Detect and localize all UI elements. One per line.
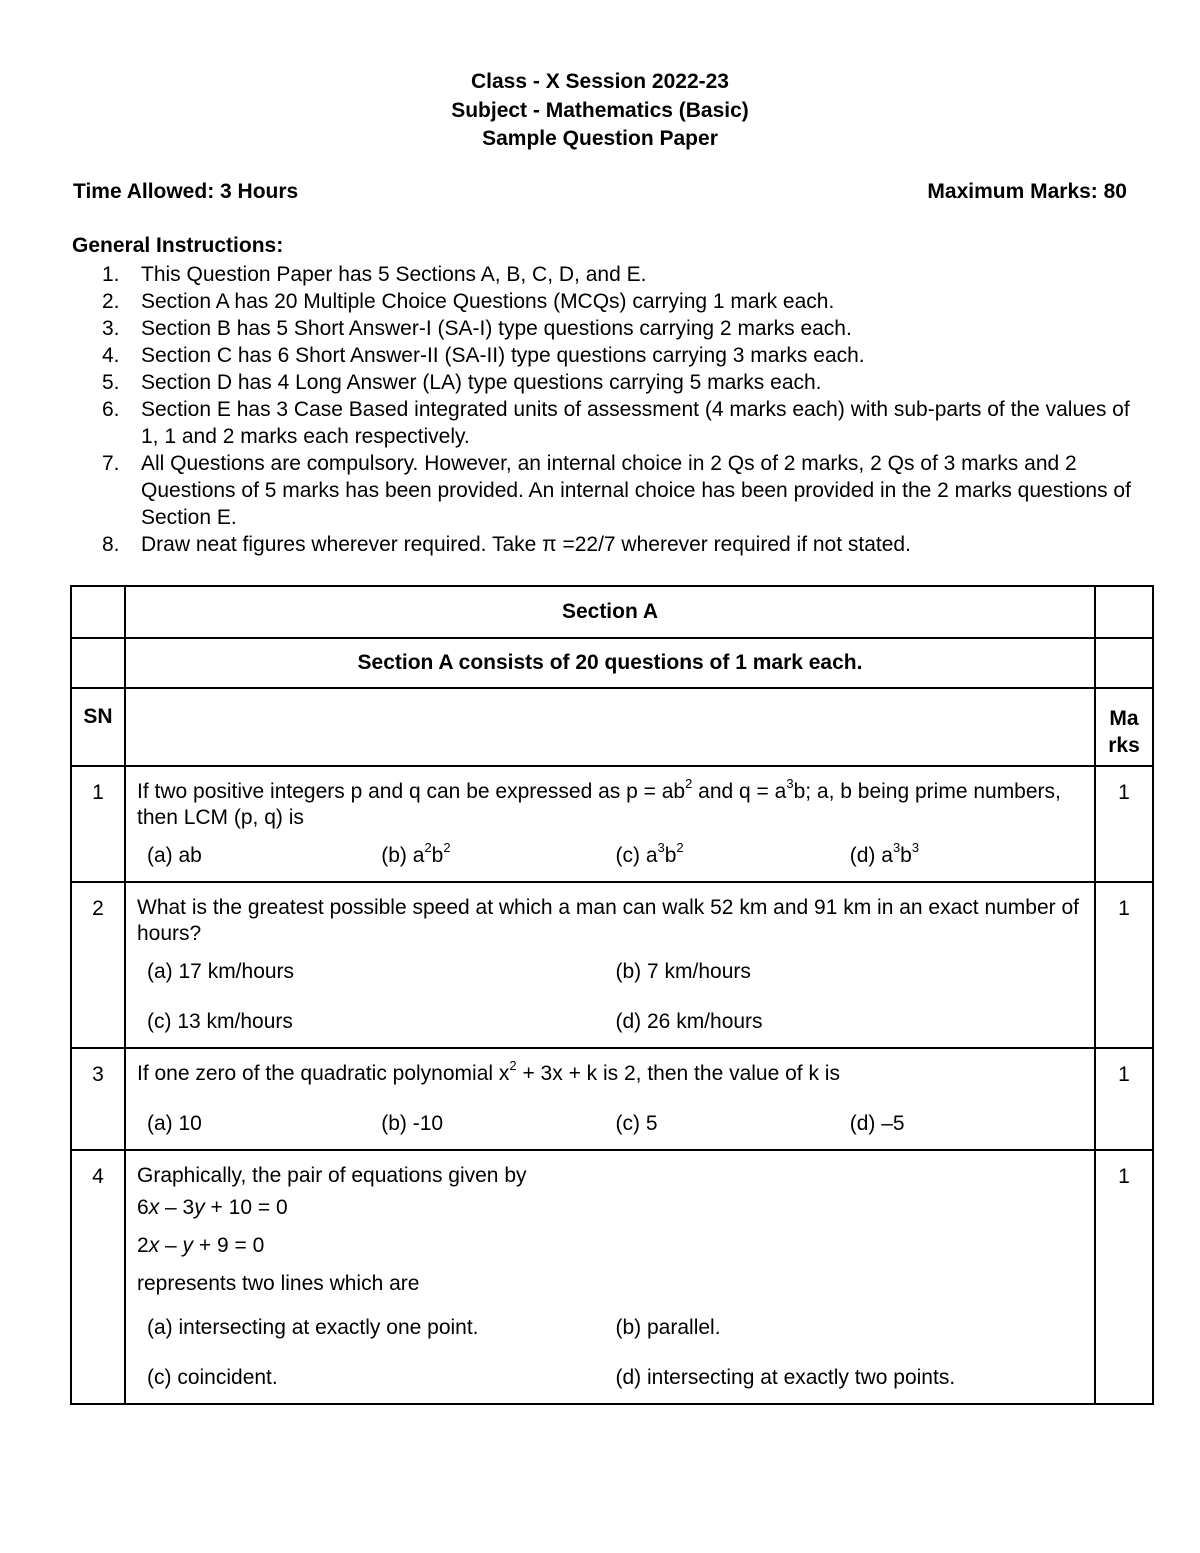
column-header-row: [71, 688, 1153, 766]
instruction-text: Section D has 4 Long Answer (LA) type questions carrying 5 marks each.: [141, 371, 822, 394]
header-class-session: Class - X Session 2022-23: [471, 70, 729, 93]
superscript: 3: [657, 840, 665, 855]
instruction-number: 6.: [102, 398, 120, 421]
option-b: (b) 7 km/hours: [615, 960, 751, 983]
equation-variable: y: [182, 1234, 194, 1257]
empty-cell: [71, 638, 125, 688]
section-a-table: [70, 585, 1154, 1405]
instruction-item: [102, 315, 1132, 342]
question-number: 3: [71, 1048, 125, 1150]
question-text-part: and q = a: [692, 780, 787, 803]
instruction-number: 2.: [102, 290, 120, 313]
option-a: (a) ab: [147, 844, 202, 867]
question-text-continued: represents two lines which are: [137, 1272, 420, 1295]
question-body: [125, 766, 1095, 882]
instruction-text: Section A has 20 Multiple Choice Questions (MCQs) carrying 1 mark each.: [141, 290, 835, 313]
instruction-item: [102, 261, 1132, 288]
equation-variable: x: [148, 1196, 160, 1219]
option-text: b: [431, 844, 444, 867]
option-d: [849, 840, 1084, 869]
options-row: [137, 1111, 1084, 1137]
options-row: [137, 840, 1084, 869]
option-c: (c) 5: [615, 1112, 658, 1135]
option-text: b: [900, 844, 912, 867]
section-title-row: [71, 586, 1153, 638]
superscript: 3: [911, 840, 920, 855]
section-title: Section A: [125, 586, 1095, 638]
option-d: (d) intersecting at exactly two points.: [615, 1366, 956, 1389]
question-marks: 1: [1095, 882, 1153, 1048]
question-number: 1: [71, 766, 125, 882]
marks-column-header: [1095, 688, 1153, 766]
option-b: [381, 840, 615, 869]
instruction-item: [102, 342, 1132, 369]
instruction-item: [102, 450, 1132, 531]
general-instructions-list: [102, 261, 1132, 558]
instruction-number: 4.: [102, 344, 120, 367]
question-text-part: b; a, b being prime numbers, then LCM (p, q) is: [137, 780, 1061, 829]
instruction-number: 5.: [102, 371, 120, 394]
equation-2: [137, 1227, 1084, 1265]
time-allowed: Time Allowed: 3 Hours: [73, 180, 299, 203]
instruction-item: [102, 288, 1132, 315]
superscript: 2: [424, 840, 432, 855]
equation-1: [137, 1189, 1084, 1227]
question-text: What is the greatest possible speed at which a man can walk 52 km and 91 km in an exact number of hours?: [137, 896, 1079, 945]
instruction-item: [102, 369, 1132, 396]
equation-part: 6: [137, 1196, 149, 1219]
equation-part: + 9 = 0: [193, 1234, 265, 1257]
question-row: [71, 882, 1153, 1048]
question-body: [125, 882, 1095, 1048]
marks-header-line-2: rks: [1108, 734, 1140, 757]
instruction-text: Draw neat figures wherever required. Take π =22/7 wherever required if not stated.: [141, 533, 911, 556]
instruction-text: Section E has 3 Case Based integrated units of assessment (4 marks each) with sub-parts of the values of 1, 1 and 2 marks each respectively.: [141, 398, 1130, 448]
equation-part: –: [159, 1234, 183, 1257]
option-text: (d) a: [849, 844, 893, 867]
options-row: [137, 959, 1084, 985]
instruction-number: 7.: [102, 452, 120, 475]
option-b: (b) -10: [381, 1112, 444, 1135]
superscript: 3: [892, 840, 901, 855]
question-row: [71, 1150, 1153, 1404]
question-text-part: If two positive integers p and q can be expressed as p = ab: [137, 780, 686, 803]
superscript: 2: [509, 1058, 517, 1073]
instruction-number: 3.: [102, 317, 120, 340]
section-description: Section A consists of 20 questions of 1 mark each.: [125, 638, 1095, 688]
equation-part: + 10 = 0: [204, 1196, 288, 1219]
question-marks: 1: [1095, 1048, 1153, 1150]
option-a: (a) 17 km/hours: [147, 960, 295, 983]
header-paper-type: Sample Question Paper: [482, 127, 718, 150]
empty-cell: [125, 688, 1095, 766]
marks-header-line-1: Ma: [1109, 707, 1139, 730]
empty-cell: [1095, 638, 1153, 688]
superscript: 2: [676, 840, 684, 855]
question-number: 2: [71, 882, 125, 1048]
superscript: 2: [685, 776, 693, 791]
empty-cell: [1095, 586, 1153, 638]
option-a: (a) intersecting at exactly one point.: [147, 1316, 479, 1339]
equation-part: 2: [137, 1234, 149, 1257]
general-instructions-title: General Instructions:: [72, 234, 284, 257]
option-d: (d) 26 km/hours: [615, 1010, 763, 1033]
empty-cell: [71, 586, 125, 638]
question-text-part: If one zero of the quadratic polynomial x: [137, 1062, 510, 1085]
question-text: [137, 1058, 1084, 1087]
option-b: (b) parallel.: [615, 1316, 721, 1339]
question-text: Graphically, the pair of equations given by: [137, 1164, 527, 1187]
section-description-row: [71, 638, 1153, 688]
instruction-text: This Question Paper has 5 Sections A, B, C, D, and E.: [141, 263, 647, 286]
options-row: [137, 1315, 1084, 1341]
instruction-number: 1.: [102, 263, 120, 286]
equation-variable: y: [194, 1196, 205, 1219]
option-text: (c) a: [615, 844, 658, 867]
superscript: 3: [786, 776, 794, 791]
superscript: 2: [443, 840, 451, 855]
options-row: [137, 1009, 1084, 1035]
equation-part: – 3: [159, 1196, 195, 1219]
option-a: (a) 10: [147, 1112, 202, 1135]
question-row: [71, 1048, 1153, 1150]
maximum-marks: Maximum Marks: 80: [927, 180, 1127, 203]
equation-variable: x: [148, 1234, 160, 1257]
instruction-text: All Questions are compulsory. However, an internal choice in 2 Qs of 2 marks, 2 Qs of 3 marks and 2 Questions of 5 marks has been provided. An internal choice has been provided in the 2 marks questions of Section E.: [141, 452, 1131, 529]
sn-column-header: SN: [71, 688, 125, 766]
option-c: [615, 840, 850, 869]
question-text-part: + 3x + k is 2, then the value of k is: [516, 1062, 840, 1085]
question-marks: 1: [1095, 1150, 1153, 1404]
question-row: [71, 766, 1153, 882]
instruction-text: Section C has 6 Short Answer-II (SA-II) type questions carrying 3 marks each.: [141, 344, 865, 367]
instruction-item: [102, 531, 1132, 558]
question-marks: 1: [1095, 766, 1153, 882]
options-row: [137, 1365, 1084, 1391]
question-body: [125, 1048, 1095, 1150]
question-text: [137, 776, 1084, 831]
question-body: [125, 1150, 1095, 1404]
option-c: (c) 13 km/hours: [147, 1010, 293, 1033]
option-d: (d) –5: [849, 1112, 905, 1135]
instruction-text: Section B has 5 Short Answer-I (SA-I) type questions carrying 2 marks each.: [141, 317, 852, 340]
instruction-item: [102, 396, 1132, 450]
option-text: (b) a: [381, 844, 425, 867]
option-text: b: [664, 844, 677, 867]
header-subject: Subject - Mathematics (Basic): [451, 99, 749, 122]
question-number: 4: [71, 1150, 125, 1404]
option-c: (c) coincident.: [147, 1366, 278, 1389]
instruction-number: 8.: [102, 533, 120, 556]
